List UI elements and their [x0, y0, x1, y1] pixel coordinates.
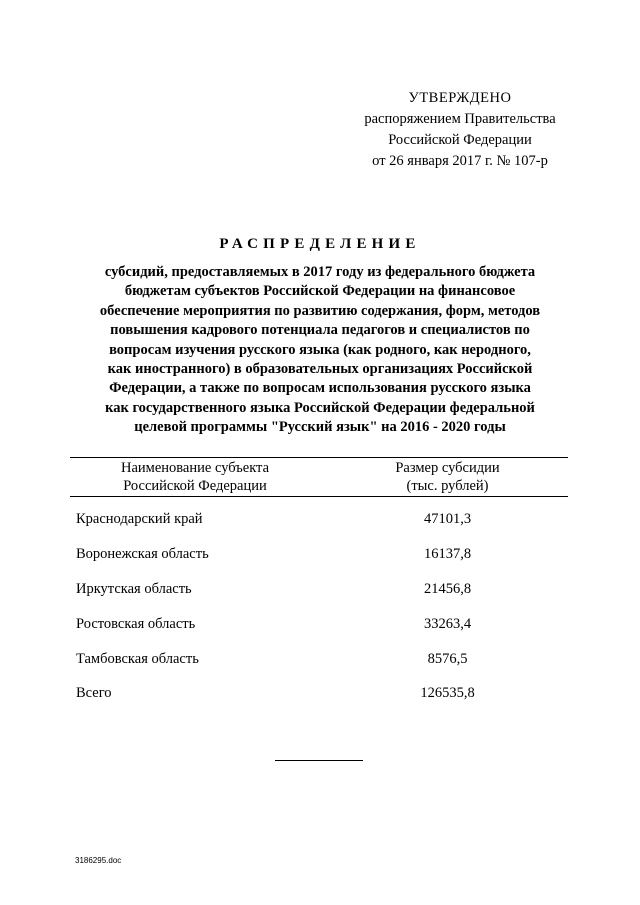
table-row-name: Воронежская область — [76, 546, 209, 562]
subtitle-line: Федерации, а также по вопросам использования русского языка — [109, 380, 531, 397]
subtitle-line: обеспечение мероприятия по развитию содержания, форм, методов — [99, 302, 541, 319]
subtitle-line: вопросам изучения русского языка (как родного, как неродного, — [109, 341, 531, 358]
closing-rule — [275, 760, 363, 761]
table-row-name: Тамбовская область — [76, 651, 199, 667]
table-row-value: 16137,8 — [423, 546, 472, 562]
table-header-rule — [70, 496, 568, 497]
column-header-name — [95, 459, 295, 495]
approval-header: УТВЕРЖДЕНО — [408, 90, 512, 106]
table-row-value: 33263,4 — [423, 616, 472, 632]
column-header-amount-line-2: (тыс. рублей) — [406, 478, 489, 494]
subtitle-line: целевой программы "Русский язык" на 2016 - 2020 годы — [134, 419, 506, 436]
table-top-rule — [70, 457, 568, 458]
approval-line-3: от 26 января 2017 г. № 107-р — [372, 153, 548, 169]
subtitle-line: повышения кадрового потенциала педагогов и специалистов по — [110, 322, 530, 339]
table-row-name: Ростовская область — [76, 616, 196, 632]
column-header-amount-line-1: Размер субсидии — [395, 460, 500, 476]
approval-block — [330, 88, 590, 172]
column-header-name-line-1: Наименование субъекта — [120, 460, 270, 476]
subtitle-line: как государственного языка Российской Федерации федеральной — [105, 399, 535, 416]
table-row-name: Краснодарский край — [76, 511, 203, 527]
subtitle-line: субсидий, предоставляемых в 2017 году из федерального бюджета — [104, 264, 536, 280]
total-value: 126535,8 — [420, 685, 475, 701]
column-header-name-line-2: Российской Федерации — [123, 478, 267, 494]
approval-line-2: Российской Федерации — [388, 132, 532, 148]
approval-line-1: распоряжением Правительства — [364, 111, 556, 127]
table-row-value: 47101,3 — [423, 511, 472, 527]
table-row-value: 21456,8 — [423, 581, 472, 597]
table-row-value: 8576,5 — [427, 651, 468, 667]
document-code: 3186295.doc — [75, 856, 122, 865]
total-label: Всего — [76, 685, 112, 701]
document-subtitle — [70, 263, 570, 438]
subtitle-line: бюджетам субъектов Российской Федерации на финансовое — [124, 283, 516, 300]
table-row-name: Иркутская область — [76, 581, 192, 597]
subtitle-line: как иностранного) в образовательных организациях Российской — [107, 361, 533, 378]
column-header-amount — [365, 459, 530, 495]
document-title: РАСПРЕДЕЛЕНИЕ — [219, 236, 421, 252]
